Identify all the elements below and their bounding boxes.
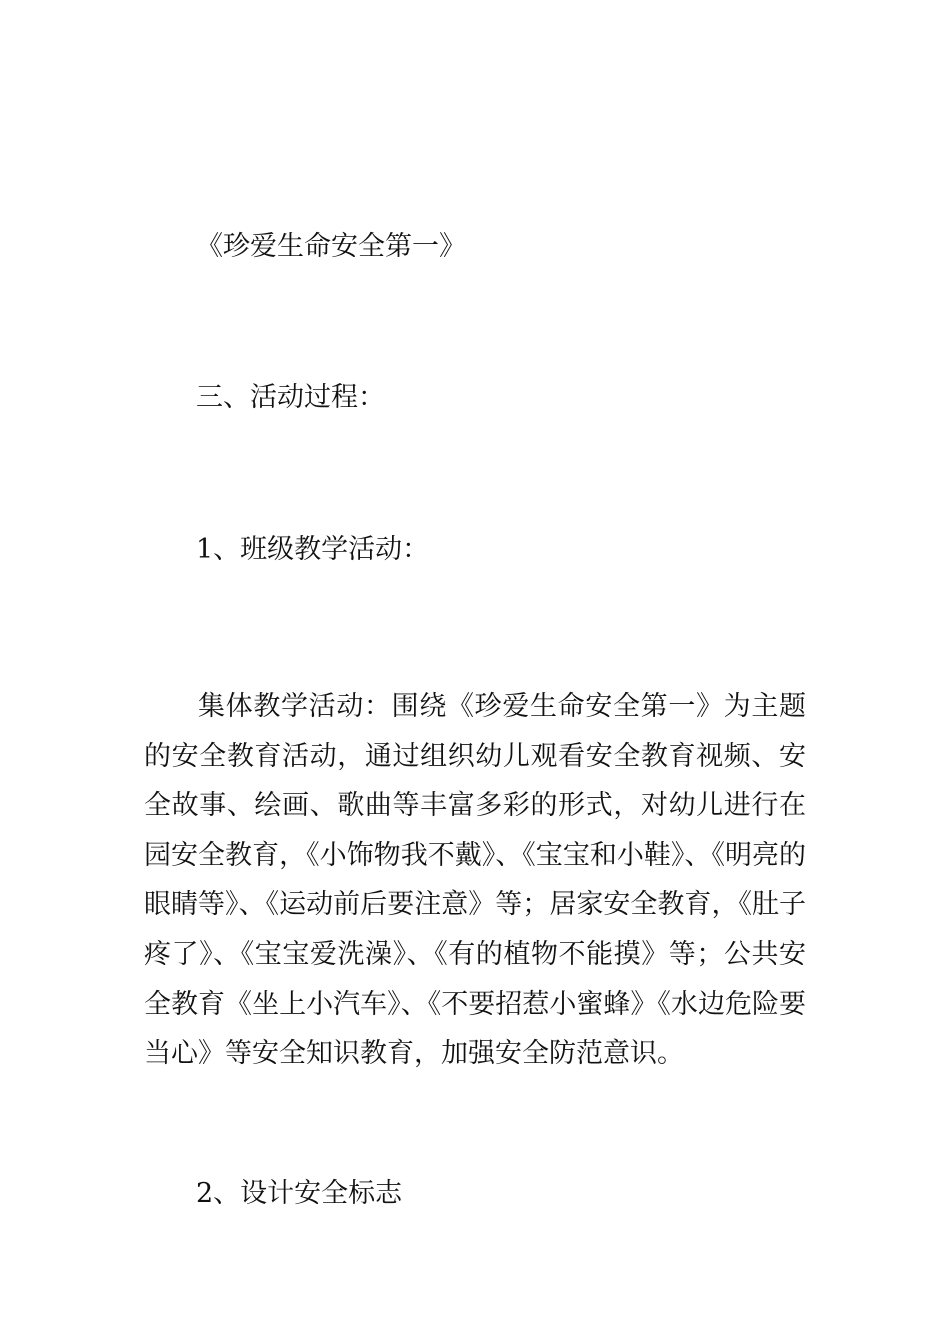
- item-1-paragraph: 集体教学活动：围绕《珍爱生命安全第一》为主题的安全教育活动，通过组织幼儿观看安全教育视频、安全故事、绘画、歌曲等丰富多彩的形式，对幼儿进行在园安全教育，《小饰物我不戴》、《宝宝和小鞋》、《明亮的眼睛等》、《运动前后要注意》等；居家安全教育，《肚子疼了》、《宝宝爱洗澡》、《有的植物不能摸》等；公共安全教育《坐上小汽车》、《不要招惹小蜜蜂》《水边危险要当心》等安全知识教育，加强安全防范意识。: [144, 691, 806, 1070]
- document-title-line: 《珍爱生命安全第一》: [196, 231, 466, 262]
- item-1-heading: 1、班级教学活动：: [196, 534, 430, 565]
- item-2-heading: 2、设计安全标志: [196, 1178, 403, 1209]
- section-heading: 三、活动过程：: [196, 382, 385, 413]
